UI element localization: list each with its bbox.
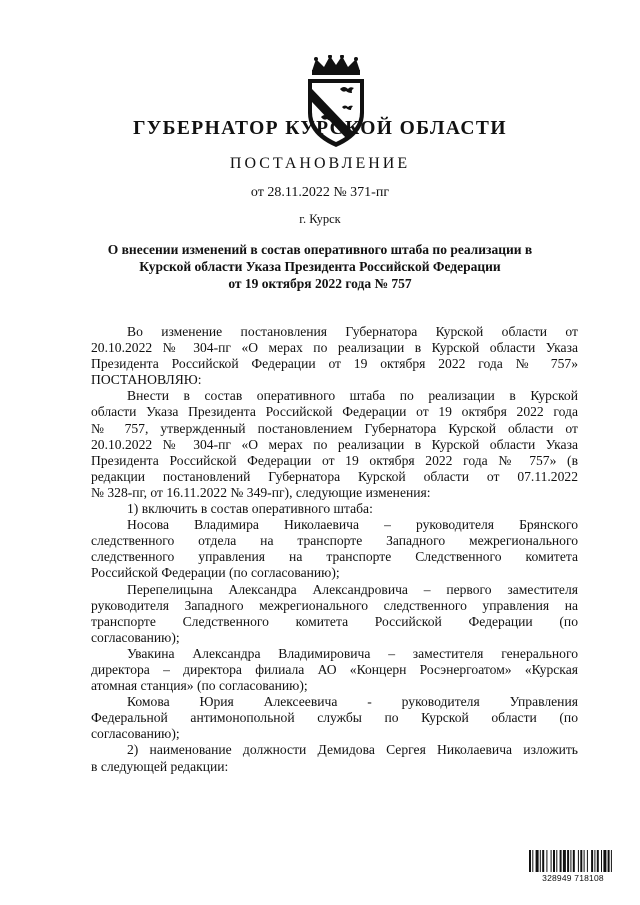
body-text-line: Комова Юрия Алексеевича - руководителя Управления [127,694,578,710]
body-text-line: Внести в состав оперативного штаба по реализации в Курской [127,388,578,404]
document-title [60,241,580,292]
body-text-line: Во изменение постановления Губернатора Курской области от [127,324,578,339]
barcode-number: 328949 718108 [542,873,604,883]
body-text-line: в следующей редакции: [91,758,229,774]
body-text-line: 1) включить в состав оперативного штаба: [127,501,373,517]
authority-heading: ГУБЕРНАТОР КУРСКОЙ ОБЛАСТИ [133,118,507,139]
body-text-line: редакции постановлений Губернатора Курской области от 07.11.2022 [91,468,578,484]
body-text-line: согласованию); [91,726,180,742]
body-text-line: руководителя Западного межрегионального следственного управления на [91,597,578,613]
body-text-line: согласованию); [91,629,180,645]
body-text-line: № 757, утвержденный постановлением Губернатора Курской области от [91,420,578,436]
body-text-line: Президента Российской Федерации от 19 октября 2022 года № 757» [91,356,578,372]
body-text-line: Увакина Александра Владимировича – заместителя генерального [127,645,578,661]
document-type-heading: ПОСТАНОВЛЕНИЕ [229,155,411,172]
barcode-image [529,850,615,872]
document-date-number: от 28.11.2022 № 371-пг [250,185,390,200]
body-text-line: Российской Федерации (по согласованию); [91,565,340,581]
body-text-line: Перепелицына Александра Александровича – первого заместителя [127,581,578,597]
body-text-line: следственного управления на транспорте Следственного комитета [91,549,578,565]
document-city: г. Курск [299,212,341,226]
title-line: О внесении изменений в состав оперативного штаба по реализации в [107,242,533,257]
document-body [91,324,578,775]
body-text-line: области Указа Президента Российской Федерации от 19 октября 2022 года [91,404,578,420]
body-text-line: № 328-пг, от 16.11.2022 № 349-пг), следующие изменения: [91,484,431,500]
body-text-line: 20.10.2022 № 304-пг «О мерах по реализации в Курской области Указа [91,340,578,356]
title-line: Курской области Указа Президента Российской Федерации [139,259,501,274]
body-text-line: транспорте Следственного комитета Российской Федерации (по [91,613,578,629]
body-text-line: атомная станция» (по согласованию); [91,678,308,694]
body-text-line: 2) наименование должности Демидова Сергея Николаевича изложить [127,742,578,758]
body-text-line: директора – директора филиала АО «Концерн Росэнергоатом» «Курская [91,661,578,677]
body-text-line: Президента Российской Федерации от 19 октября 2022 года № 757» (в [91,452,578,468]
title-line: от 19 октября 2022 года № 757 [228,276,412,291]
body-text-line: 20.10.2022 № 304-пг «О мерах по реализации в Курской области Указа [91,436,578,452]
body-text-line: Носова Владимира Николаевича – руководителя Брянского [127,517,578,533]
body-text-line: Федеральной антимонопольной службы по Курской области (по [91,710,578,726]
body-text-line: следственного отдела на транспорте Западного межрегионального [91,533,578,549]
body-text-line: ПОСТАНОВЛЯЮ: [91,372,202,388]
